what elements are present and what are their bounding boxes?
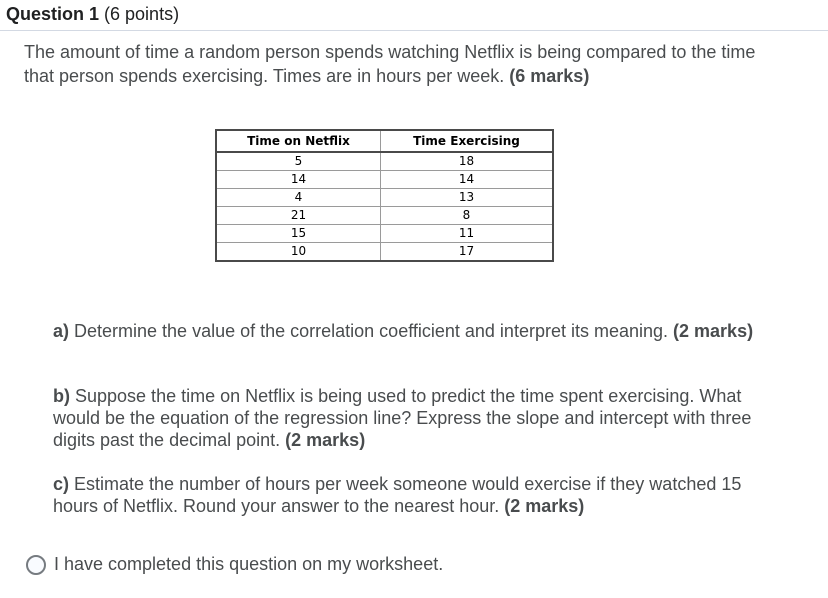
cell-exercising: 14	[381, 171, 554, 189]
part-b-marks: (2 marks)	[285, 430, 366, 450]
intro-text: The amount of time a random person spends watching Netflix is being compared to the time that person spends exercising. Times are in hours per week.	[24, 42, 756, 86]
question-header	[6, 4, 179, 25]
part-a-text: Determine the value of the correlation coefficient and interpret its meaning.	[69, 321, 674, 341]
cell-netflix: 14	[216, 171, 381, 189]
intro-marks: (6 marks)	[509, 66, 590, 86]
cell-netflix: 5	[216, 152, 381, 171]
question-points: (6 points)	[104, 4, 180, 24]
part-c-text: Estimate the number of hours per week someone would exercise if they watched 15 hours of Netflix. Round your answer to the nearest hour.	[53, 474, 742, 516]
table-row	[216, 171, 553, 189]
cell-exercising: 17	[381, 243, 554, 262]
part-a-label: a)	[53, 321, 70, 341]
cell-exercising: 13	[381, 189, 554, 207]
table-row	[216, 207, 553, 225]
cell-netflix: 10	[216, 243, 381, 262]
cell-netflix: 21	[216, 207, 381, 225]
header-netflix: Time on Netflix	[216, 130, 381, 152]
completion-option[interactable]	[26, 554, 443, 575]
part-b	[53, 385, 773, 451]
part-a	[53, 320, 773, 342]
cell-netflix: 15	[216, 225, 381, 243]
table-row	[216, 225, 553, 243]
part-b-text: Suppose the time on Netflix is being used to predict the time spent exercising. What would be the equation of the regression line? Express the slope and intercept with three digits past the decimal point.	[53, 386, 752, 450]
part-c-marks: (2 marks)	[504, 496, 585, 516]
cell-netflix: 4	[216, 189, 381, 207]
data-table	[215, 129, 554, 262]
cell-exercising: 8	[381, 207, 554, 225]
cell-exercising: 11	[381, 225, 554, 243]
completion-radio-button[interactable]	[26, 555, 46, 575]
completion-label[interactable]: I have completed this question on my worksheet.	[54, 554, 444, 574]
table-row	[216, 189, 553, 207]
header-divider	[0, 30, 828, 31]
cell-exercising: 18	[381, 152, 554, 171]
part-c	[53, 473, 773, 517]
question-title: Question 1	[6, 4, 100, 24]
part-a-marks: (2 marks)	[673, 321, 754, 341]
question-intro	[24, 40, 784, 88]
header-exercising: Time Exercising	[381, 130, 554, 152]
part-b-label: b)	[53, 386, 70, 406]
table-row	[216, 243, 553, 262]
table-header-row	[216, 130, 553, 152]
part-c-label: c)	[53, 474, 70, 494]
table-row	[216, 152, 553, 171]
